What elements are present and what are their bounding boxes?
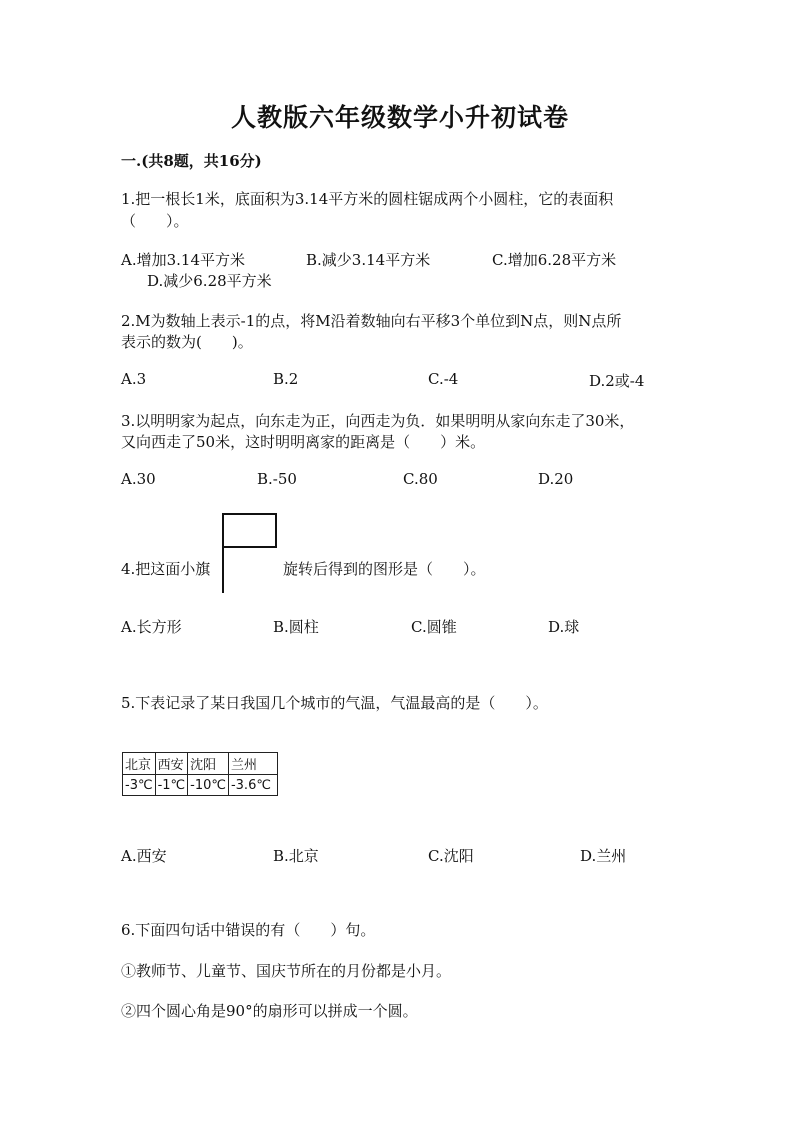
temp-cell: -10℃ [188, 775, 229, 796]
q4-text-before: 4.把这面小旗 [121, 560, 211, 578]
temp-cell: -3.6℃ [228, 775, 277, 796]
q1-option-c[interactable]: C.增加6.28平方米 [492, 251, 617, 269]
q3-option-b[interactable]: B.-50 [257, 470, 297, 488]
q3-option-c[interactable]: C.80 [403, 470, 438, 488]
temp-cell: -3℃ [123, 775, 156, 796]
q3-line2: 又向西走了50米，这时明明离家的距离是（ ）米。 [121, 433, 486, 451]
q2-option-b[interactable]: B.2 [273, 370, 299, 388]
table-row [123, 775, 278, 796]
q4-text-after: 旋转后得到的图形是（ ）。 [283, 560, 486, 578]
q4-option-c[interactable]: C.圆锥 [411, 618, 457, 636]
flag-pole [222, 513, 224, 593]
q2-option-a[interactable]: A.3 [121, 370, 147, 388]
q2-line1: 2.M为数轴上表示-1的点，将M沿着数轴向右平移3个单位到N点，则N点所 [121, 312, 622, 330]
q1-line1: 1.把一根长1米，底面积为3.14平方米的圆柱锯成两个小圆柱，它的表面积 [121, 190, 614, 208]
q5-option-b[interactable]: B.北京 [273, 847, 319, 865]
q4-option-b[interactable]: B.圆柱 [273, 618, 319, 636]
q1-option-a[interactable]: A.增加3.14平方米 [121, 251, 245, 269]
section-heading: 一.(共8题，共16分) [121, 152, 262, 170]
q3-option-d[interactable]: D.20 [538, 470, 574, 488]
q5-option-d[interactable]: D.兰州 [580, 847, 627, 865]
q4-option-d[interactable]: D.球 [548, 618, 580, 636]
q3-option-a[interactable]: A.30 [121, 470, 156, 488]
q2-option-c[interactable]: C.-4 [428, 370, 459, 388]
q6-line1: 6.下面四句话中错误的有（ ）句。 [121, 921, 376, 939]
q5-option-c[interactable]: C.沈阳 [428, 847, 474, 865]
city-cell: 沈阳 [188, 753, 229, 775]
q2-line2: 表示的数为( )。 [121, 333, 253, 351]
flag-figure [222, 513, 277, 548]
q6-statement-1: ①教师节、儿童节、国庆节所在的月份都是小月。 [121, 962, 452, 980]
q5-option-a[interactable]: A.西安 [121, 847, 167, 865]
q1-option-d[interactable]: D.减少6.28平方米 [147, 272, 272, 290]
city-cell: 西安 [155, 753, 188, 775]
q4-option-a[interactable]: A.长方形 [121, 618, 182, 636]
city-cell: 北京 [123, 753, 156, 775]
table-row [123, 753, 278, 775]
temp-cell: -1℃ [155, 775, 188, 796]
city-cell: 兰州 [228, 753, 277, 775]
q1-line2: （ ）。 [121, 212, 189, 230]
q1-option-b[interactable]: B.减少3.14平方米 [306, 251, 431, 269]
q2-option-d[interactable]: D.2或-4 [589, 372, 645, 390]
q6-statement-2: ②四个圆心角是90°的扇形可以拼成一个圆。 [121, 1002, 418, 1020]
page-title: 人教版六年级数学小升初试卷 [230, 103, 569, 132]
q3-line1: 3.以明明家为起点，向东走为正，向西走为负．如果明明从家向东走了30米， [121, 412, 635, 430]
q5-line1: 5.下表记录了某日我国几个城市的气温，气温最高的是（ ）。 [121, 694, 548, 712]
temperature-table [122, 752, 278, 796]
